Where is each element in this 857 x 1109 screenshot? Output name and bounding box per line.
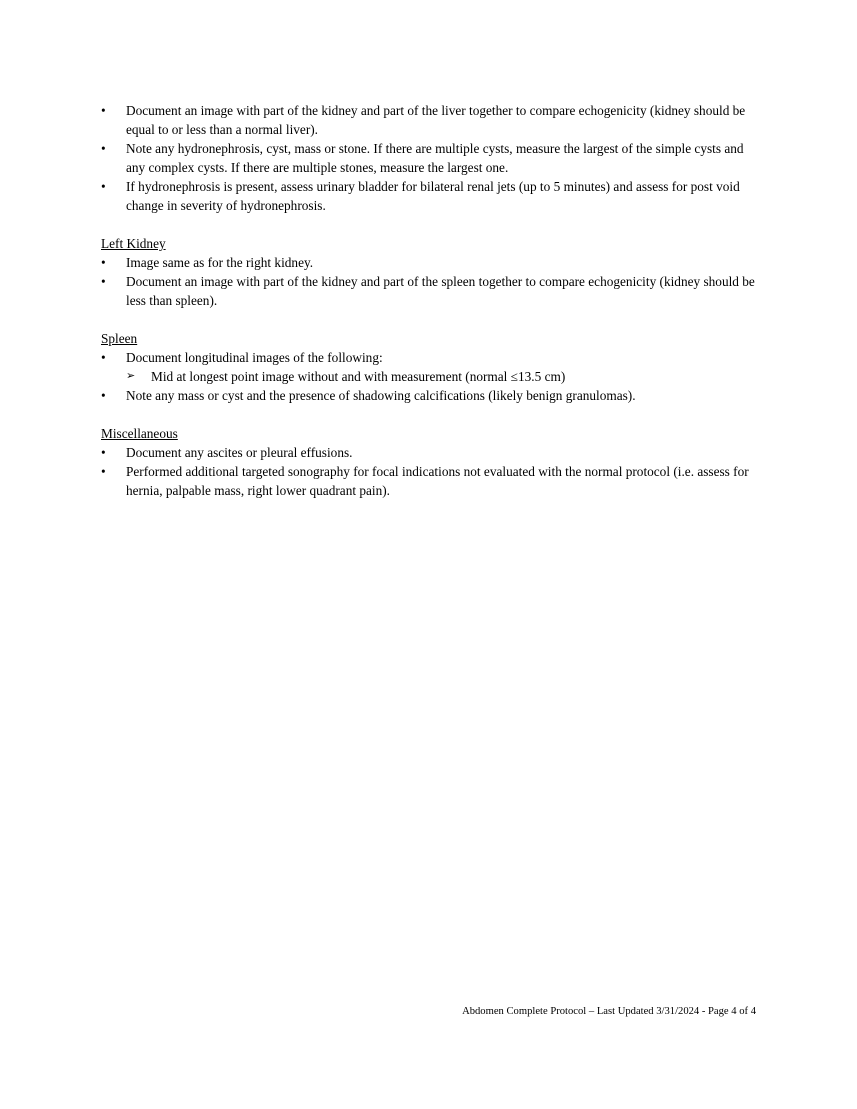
bullet-icon [101, 253, 111, 272]
page-footer: Abdomen Complete Protocol – Last Updated 3/31/2024 - Page 4 of 4 [462, 1006, 756, 1017]
bullet-icon [101, 272, 111, 291]
section-spleen [101, 329, 761, 405]
list-item [101, 101, 761, 139]
list-item-text: Document an image with part of the kidney and part of the spleen together to compare echogenicity (kidney should be less than spleen). [126, 274, 755, 308]
list-item-text: Image same as for the right kidney. [126, 255, 314, 270]
bullet-icon [101, 386, 111, 405]
bullet-icon [101, 177, 111, 196]
list-item-text: If hydronephrosis is present, assess urinary bladder for bilateral renal jets (up to 5 minutes) and assess for post void change in severity of hydronephrosis. [126, 179, 740, 213]
list-item-text: Document any ascites or pleural effusions. [126, 445, 353, 460]
list-item-text: Document longitudinal images of the following: [126, 350, 383, 365]
section-miscellaneous [101, 424, 761, 500]
arrow-bullet-icon: ➢ [126, 370, 136, 382]
list-item-text: Note any mass or cyst and the presence of shadowing calcifications (likely benign granulomas). [126, 388, 636, 403]
list-item [101, 177, 761, 215]
bullet-icon [101, 139, 111, 158]
list-item-text: Performed additional targeted sonography for focal indications not evaluated with the normal protocol (i.e. assess for hernia, palpable mass, right lower quadrant pain). [126, 464, 749, 498]
list-item-text: Document an image with part of the kidney and part of the liver together to compare echogenicity (kidney should be equal to or less than a normal liver). [126, 103, 746, 137]
section-heading: Miscellaneous [101, 426, 178, 441]
miscellaneous-list [101, 443, 761, 500]
list-item [101, 386, 761, 405]
spleen-sub-list [126, 367, 761, 386]
left-kidney-list [101, 253, 761, 310]
list-item [101, 443, 761, 462]
intro-list [101, 101, 761, 215]
section-left-kidney [101, 234, 761, 310]
bullet-icon [101, 348, 111, 367]
list-item [101, 139, 761, 177]
list-item [101, 272, 761, 310]
list-item [101, 253, 761, 272]
list-item [101, 348, 761, 386]
bullet-icon [101, 101, 111, 120]
sub-list-item [126, 367, 761, 386]
page-content [101, 101, 761, 500]
bullet-icon [101, 462, 111, 481]
list-item [101, 462, 761, 500]
section-heading: Spleen [101, 331, 138, 346]
section-heading: Left Kidney [101, 236, 166, 251]
spleen-list [101, 348, 761, 405]
bullet-icon [101, 443, 111, 462]
sub-list-item-text: Mid at longest point image without and with measurement (normal ≤13.5 cm) [151, 369, 566, 384]
list-item-text: Note any hydronephrosis, cyst, mass or stone. If there are multiple cysts, measure the largest of the simple cysts and any complex cysts. If there are multiple stones, measure the largest one. [126, 141, 744, 175]
